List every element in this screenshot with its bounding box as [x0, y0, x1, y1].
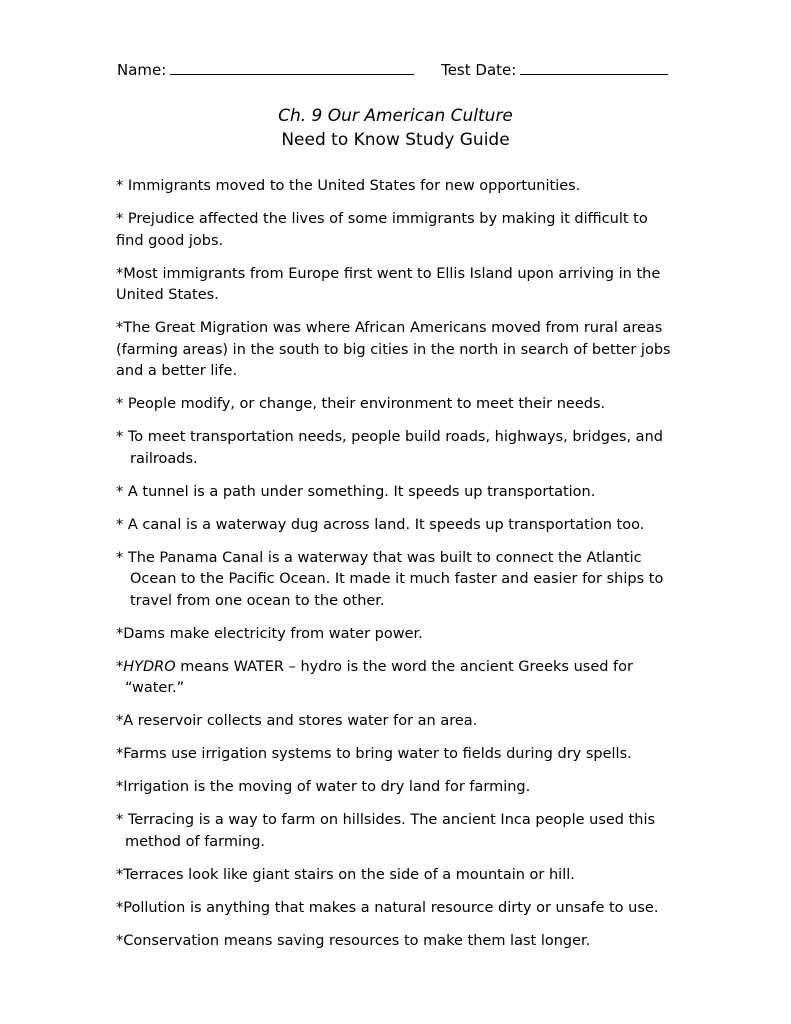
- list-item: *Irrigation is the moving of water to dry land for farming.: [116, 779, 531, 795]
- list-item: *A reservoir collects and stores water for an area.: [116, 713, 478, 729]
- list-item: *Terraces look like giant stairs on the side of a mountain or hill.: [116, 866, 575, 883]
- list-item-hydro: [116, 657, 676, 700]
- list-item: *Farms use irrigation systems to bring water to fields during dry spells.: [116, 746, 632, 762]
- hydro-text: means WATER – hydro is the word the ancient Greeks used for “water.”: [125, 658, 633, 696]
- list-item: * Immigrants moved to the United States for new opportunities.: [116, 178, 581, 194]
- list-item: * A canal is a waterway dug across land. It speeds up transportation too.: [116, 516, 645, 533]
- list-item: * Terracing is a way to farm on hillsides. The ancient Inca people used this method of farming.: [116, 812, 656, 850]
- list-item: * A tunnel is a path under something. It speeds up transportation.: [116, 483, 596, 500]
- page-subtitle: Need to Know Study Guide: [281, 130, 510, 150]
- page-title: Ch. 9 Our American Culture: [278, 106, 513, 126]
- list-item: * People modify, or change, their environment to meet their needs.: [116, 396, 606, 412]
- list-item: *Most immigrants from Europe first went to Ellis Island upon arriving in the United States.: [116, 265, 661, 303]
- list-item: * Prejudice affected the lives of some immigrants by making it difficult to find good jobs.: [116, 211, 648, 249]
- study-guide-list: [116, 176, 676, 952]
- list-item: *Pollution is anything that makes a natural resource dirty or unsafe to use.: [116, 899, 659, 916]
- hydro-emphasis: HYDRO: [123, 658, 176, 675]
- name-label: Name:: [117, 61, 167, 79]
- test-date-blank-line: [520, 58, 668, 75]
- name-blank-line: [170, 58, 414, 75]
- hydro-prefix: *: [116, 658, 124, 675]
- list-item: *Dams make electricity from water power.: [116, 625, 423, 642]
- title-block: [0, 104, 791, 152]
- list-item: * To meet transportation needs, people build roads, highways, bridges, and railroads.: [116, 429, 663, 467]
- test-date-label: Test Date:: [441, 61, 517, 79]
- list-item: * The Panama Canal is a waterway that was built to connect the Atlantic Ocean to the Pacific Ocean. It made it much faster and easier for ships to travel from one ocean to the other.: [116, 549, 664, 609]
- list-item: *The Great Migration was where African Americans moved from rural areas (farming areas) in the south to big cities in the north in search of better jobs and a better life.: [116, 320, 671, 379]
- header-line: [117, 58, 677, 81]
- list-item: *Conservation means saving resources to make them last longer.: [116, 932, 591, 949]
